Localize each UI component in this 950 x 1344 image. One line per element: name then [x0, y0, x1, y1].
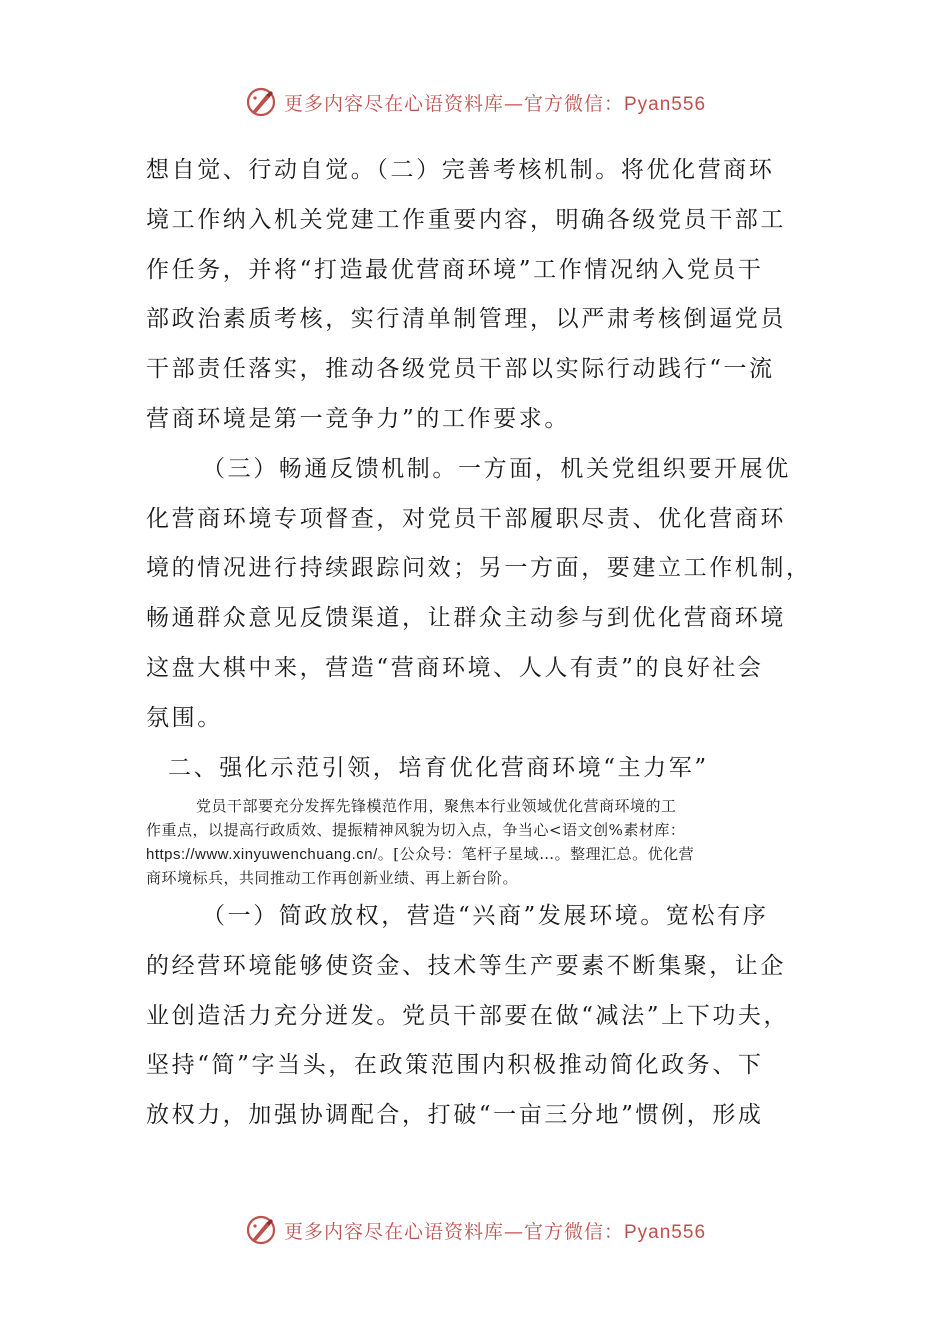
text-line: 放权力，加强协调配合，打破“一亩三分地”惯例，形成 [146, 1102, 764, 1129]
text-line: 氛围。 [146, 704, 223, 731]
banner-wechat-id: Pyan556 [624, 1221, 707, 1243]
text-line: 作任务，并将“打造最优营商环境”工作情况纳入党员干 [146, 256, 764, 283]
text-line: 坚持“简”字当头，在政策范围内积极推动简化政务、下 [146, 1052, 764, 1079]
small-text-line: 商环境标兵，共同推动工作再创新业绩、再上新台阶。 [146, 869, 519, 887]
small-text-line: 作重点，以提高行政质效、提振精神风貌为切入点，争当心<语文创%素材库： [146, 821, 686, 839]
text-line: 的经营环境能够使资金、技术等生产要素不断集聚，让企 [146, 952, 786, 979]
text-line: 这盘大棋中来，营造“营商环境、人人有责”的良好社会 [146, 654, 764, 681]
paragraph-start-line: （一）简政放权，营造“兴商”发展环境。宽松有序 [202, 903, 769, 929]
text-line: 化营商环境专项督查，对党员干部履职尽责、优化营商环 [146, 505, 786, 532]
banner-text [284, 1217, 706, 1244]
pen-logo-icon [244, 1213, 278, 1247]
source-url-text: https://www.xinyuwenchuang.cn/ [146, 846, 378, 863]
text-line: 业创造活力充分迸发。党员干部要在做“减法”上下功夫， [146, 1002, 790, 1029]
text-line: 想自觉、行动自觉。（二）完善考核机制。将优化营商环 [146, 157, 775, 183]
text-line: 境的情况进行持续跟踪问效；另一方面，要建立工作机制， [146, 555, 812, 582]
banner-text [284, 89, 706, 116]
banner-text-cn: 更多内容尽在心语资料库—官方微信： [283, 1220, 624, 1243]
small-text-line: 。[公众号：笔杆子星域…。整理汇总。优化营 [377, 845, 695, 863]
body-block-2 [146, 892, 806, 1141]
section-heading: 二、强化示范引领，培育优化营商环境“主力军” [168, 754, 709, 781]
text-line: 营商环境是第一竞争力”的工作要求。 [146, 405, 570, 432]
banner-text-cn: 更多内容尽在心语资料库—官方微信： [283, 92, 624, 115]
footer-banner [0, 1210, 950, 1250]
text-line: 干部责任落实，推动各级党员干部以实际行动践行“一流 [146, 356, 775, 383]
small-paragraph [146, 794, 806, 890]
text-line: 境工作纳入机关党建工作重要内容，明确各级党员干部工 [146, 206, 786, 233]
pen-logo-icon [244, 85, 278, 119]
small-text-line: 党员干部要充分发挥先锋模范作用，聚焦本行业领域优化营商环境的工 [196, 797, 677, 815]
banner-wechat-id: Pyan556 [624, 93, 707, 115]
body-block-1 [146, 146, 812, 793]
header-banner [0, 82, 950, 122]
text-line: 畅通群众意见反馈渠道，让群众主动参与到优化营商环境 [146, 605, 786, 632]
text-line: 部政治素质考核，实行清单制管理，以严肃考核倒逼党员 [146, 306, 786, 333]
paragraph-start-line: （三）畅通反馈机制。一方面，机关党组织要开展优 [202, 455, 791, 482]
